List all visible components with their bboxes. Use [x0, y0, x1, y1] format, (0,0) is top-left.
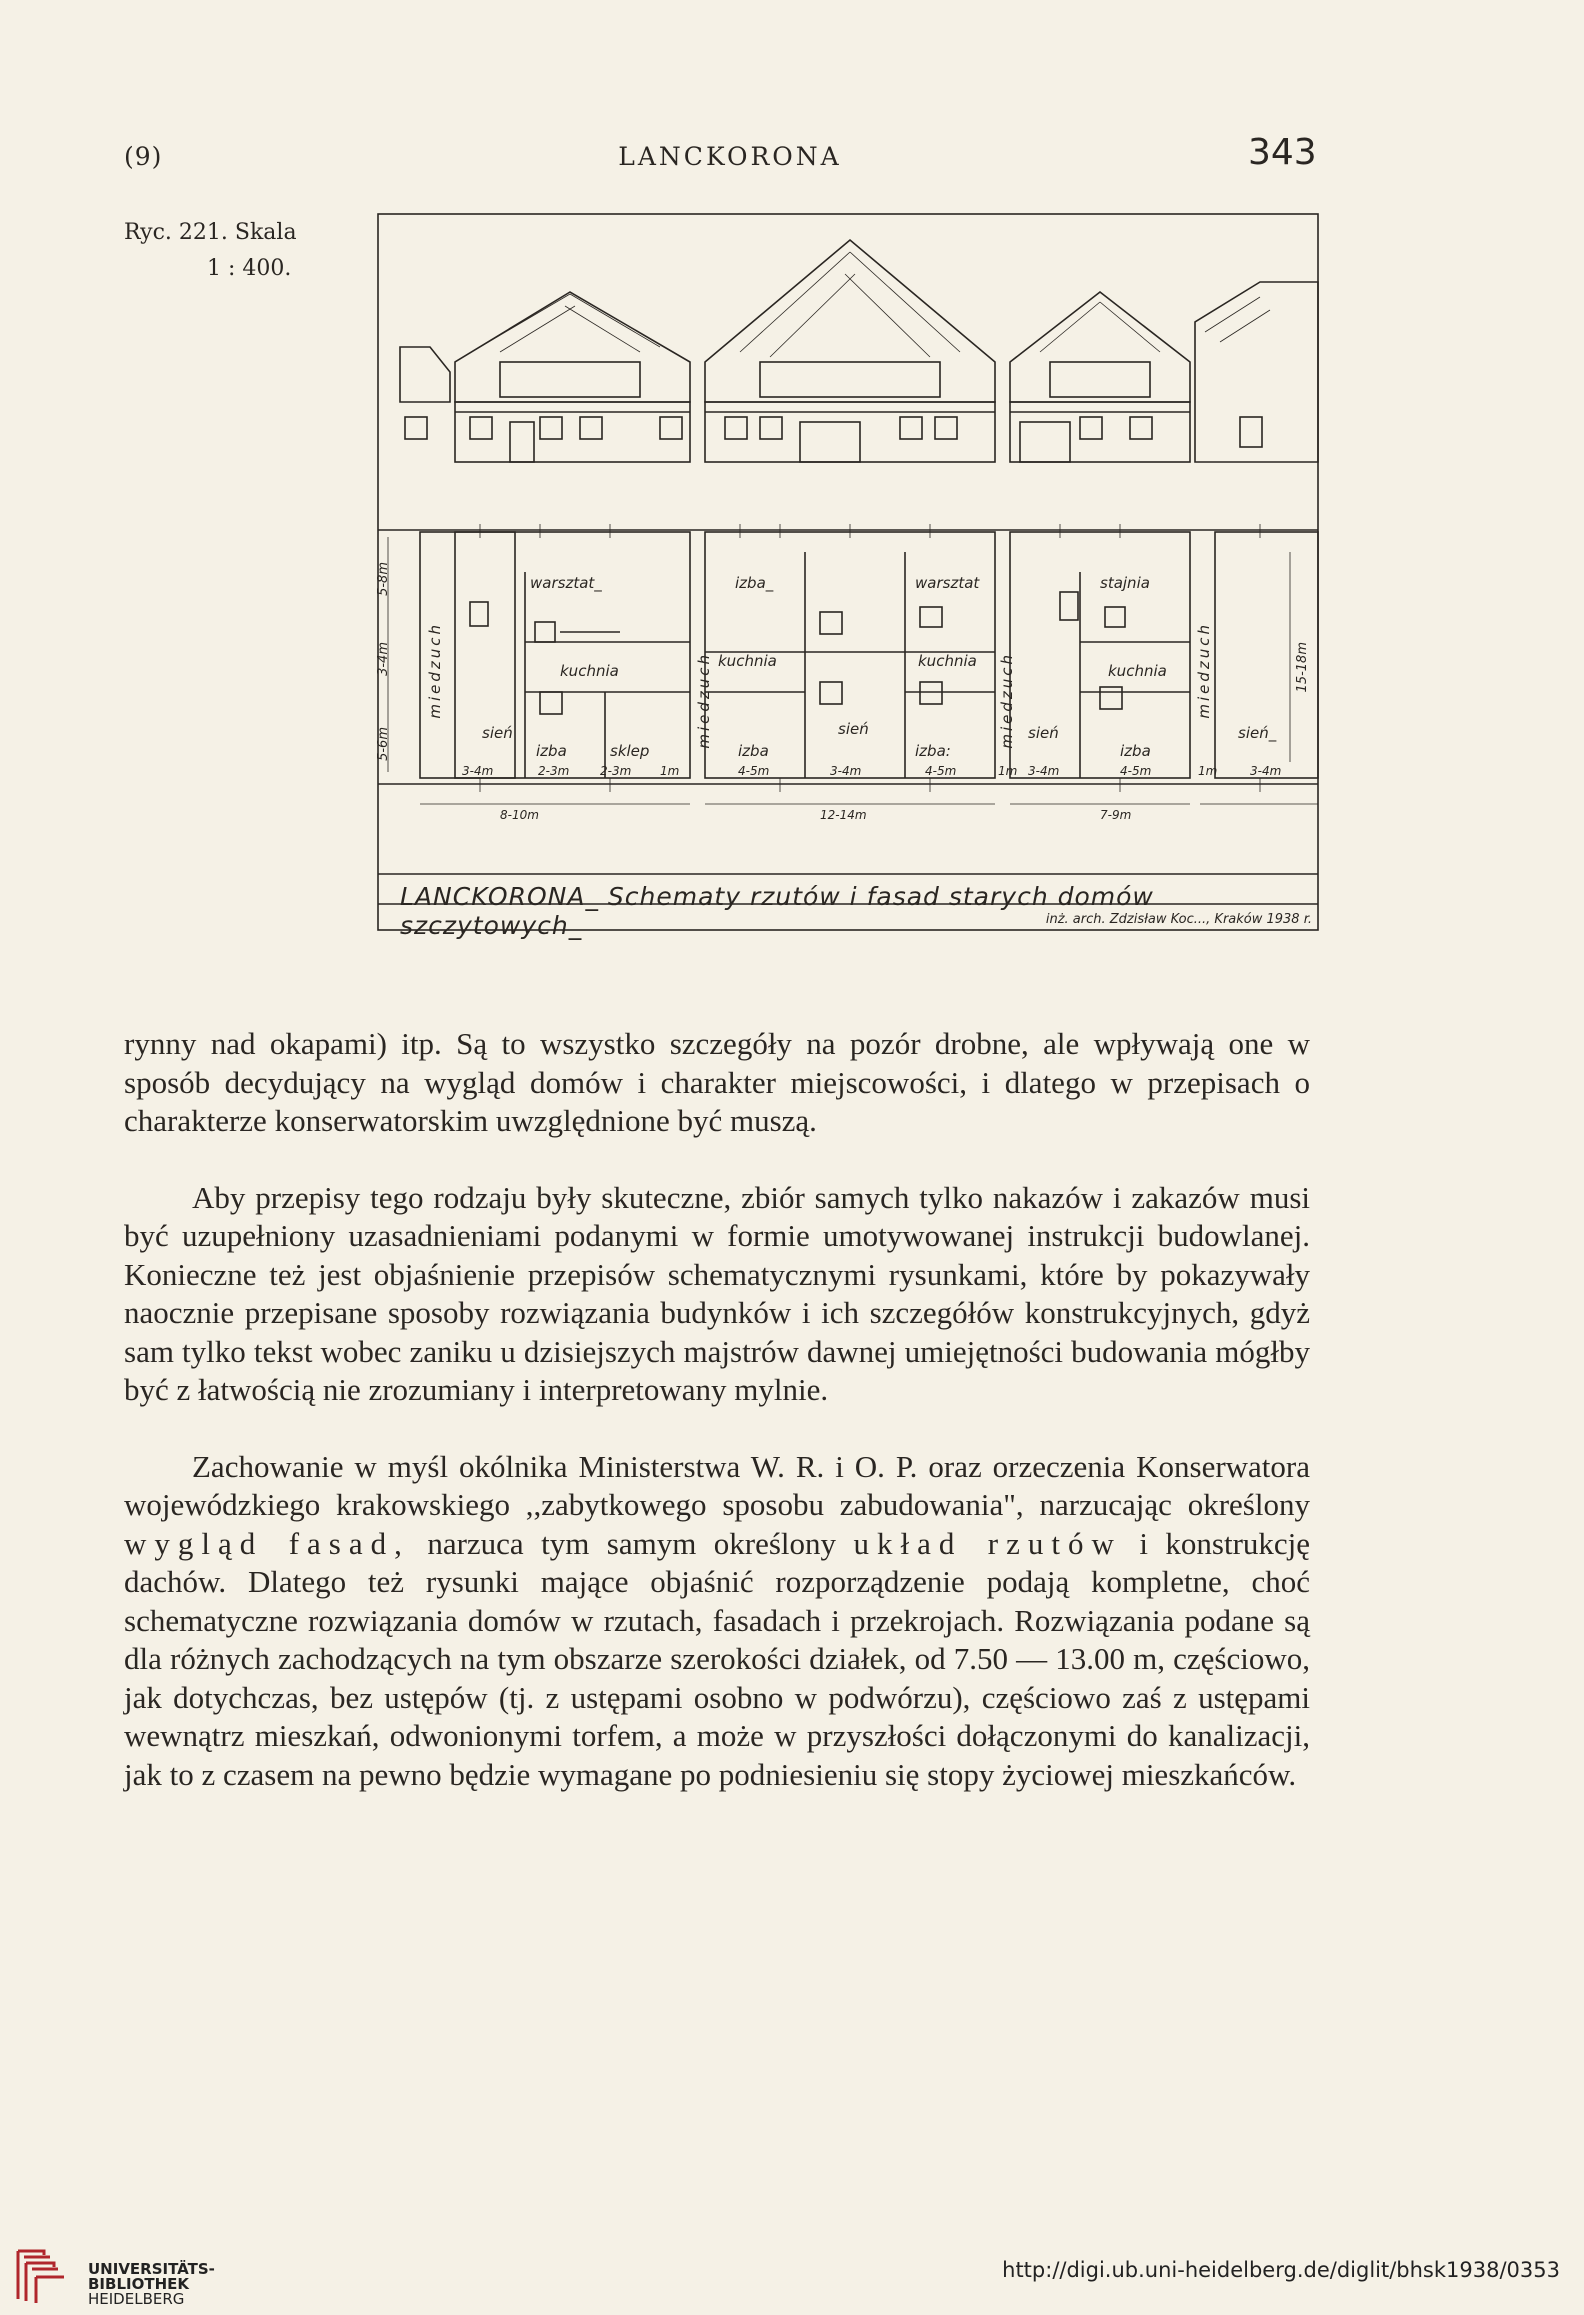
- architectural-figure: [360, 212, 1320, 940]
- room-sklep: sklep: [610, 742, 650, 760]
- source-url-link[interactable]: http://digi.ub.uni-heidelberg.de/diglit/bhsk1938/0353: [1002, 2258, 1560, 2282]
- dim-1m-3: 1m: [1198, 764, 1218, 778]
- room-sien-2: sień: [838, 720, 869, 738]
- room-sien-4: sień_: [1238, 724, 1277, 742]
- dim-width-7-9m: 7-9m: [1100, 808, 1132, 822]
- dim-4-5m-2: 4-5m: [925, 764, 957, 778]
- dim-3-4m-2: 3-4m: [830, 764, 862, 778]
- page-number: 343: [1248, 132, 1317, 173]
- dim-3-4m-3: 3-4m: [1028, 764, 1060, 778]
- floor-plans: [378, 524, 1318, 804]
- running-title: LANCKORONA: [618, 142, 842, 171]
- dim-v-5-6m: 5-6m: [376, 727, 391, 761]
- paragraph-3-spaced-facades: wygląd fasad,: [124, 1525, 410, 1561]
- figure-drawing: [360, 212, 1320, 934]
- figure-caption: [124, 215, 354, 287]
- dim-v-5-8m: 5-8m: [376, 562, 391, 596]
- library-name-line-3: HEIDELBERG: [88, 2290, 185, 2308]
- room-izba-1: izba: [536, 742, 567, 760]
- dim-width-12-14m: 12-14m: [820, 808, 867, 822]
- paragraph-3-part-a: Zachowanie w myśl okólnika Ministerstwa W. R. i O. P. oraz orzeczenia Konserwatora wojewódzkiego krakowskiego ,,zabytkowego sposobu zabudowania", narzucając określony: [124, 1448, 1310, 1522]
- room-warsztat-1: warsztat_: [530, 574, 602, 592]
- side-label-miedzuch-1: miedzuch: [426, 622, 444, 719]
- library-logo-icon: [14, 2245, 72, 2305]
- room-izba-4: izba: [1120, 742, 1151, 760]
- room-izba-top: izba_: [735, 574, 774, 592]
- dim-4-5m-3: 4-5m: [1120, 764, 1152, 778]
- room-sien-1: sień: [482, 724, 513, 742]
- room-kuchnia-1: kuchnia: [560, 662, 619, 680]
- dim-4-5m-1: 4-5m: [738, 764, 770, 778]
- dim-2-3m-1: 2-3m: [538, 764, 570, 778]
- figure-credit: inż. arch. Zdzisław Koc..., Kraków 1938 r.: [1045, 912, 1312, 927]
- dim-2-3m-2: 2-3m: [600, 764, 632, 778]
- room-izba-3: izba:: [915, 742, 951, 760]
- paragraph-3-spaced-plans: układ rzutów: [853, 1525, 1122, 1561]
- library-name: [88, 2262, 215, 2307]
- room-kuchnia-2: kuchnia: [718, 652, 777, 670]
- room-izba-2: izba: [738, 742, 769, 760]
- dim-3-4m-4: 3-4m: [1250, 764, 1282, 778]
- room-warsztat-2: warsztat: [915, 574, 980, 592]
- dim-v-15-18m: 15-18m: [1295, 642, 1310, 693]
- dim-1m-2: 1m: [998, 764, 1018, 778]
- library-name-line-1: UNIVERSITÄTS-: [88, 2260, 215, 2278]
- paragraph-1: rynny nad okapami) itp. Są to wszystko szczegóły na pozór drobne, ale wpływają one w sposób decydujący na wygląd domów i charakter miejscowości, i dlatego w przepisach o charakterze konserwatorskim uwzględnione być muszą.: [124, 1026, 1310, 1138]
- dim-v-3-4m: 3-4m: [376, 642, 391, 676]
- page-header: [0, 132, 1584, 182]
- paragraph-2: Aby przepisy tego rodzaju były skuteczne, zbiór samych tylko nakazów i zakazów musi być uzupełniony uzasadnieniami podanymi w formie umotywowanej instrukcji budowlanej. Konieczne też jest objaśnienie przepisów schematycznymi rysunkami, które by pokazywały naocznie przepisane sposoby rozwiązania budynków i ich szczegółów konstrukcyjnych, gdyż sam tylko tekst wobec zaniku u dzisiejszych majstrów dawnej umiejętności budowania mógłby być z łatwością nie zrozumiany i interpretowany mylnie.: [124, 1179, 1310, 1407]
- caption-line-1: Ryc. 221. Skala: [124, 220, 297, 245]
- folio-number: (9): [124, 142, 163, 171]
- room-kuchnia-4: kuchnia: [1108, 662, 1167, 680]
- figure-frame: [378, 214, 1318, 930]
- paragraph-3: [124, 1448, 1310, 1795]
- dim-1m-1: 1m: [660, 764, 680, 778]
- dim-3-4m-1: 3-4m: [462, 764, 494, 778]
- paragraph-3-part-e: i konstrukcję dachów. Dlatego też rysunki mające objaśnić rozporządzenie podają kompletne, choć schematyczne rozwiązania domów w rzutach, fasadach i przekrojach. Rozwiązania podane są dla różnych zachodzących na tym obszarze szerokości działek, od 7.50 — 13.00 m, częściowo, jak dotychczas, bez ustępów (tj. z ustępami osobno w podwórzu), częściowo zaś z ustępami wewnątrz mieszkań, odwonionymi torfem, a może w przyszłości dołączonymi do kanalizacji, jak to z czasem na pewno będzie wymagane po podniesieniu się stopy życiowej mieszkańców.: [124, 1525, 1311, 1792]
- body-text: [124, 1025, 1310, 1794]
- room-stajnia: stajnia: [1100, 574, 1150, 592]
- figure-title: LANCKORONA_ Schematy rzutów i fasad starych domów szczytowych_: [400, 882, 1154, 940]
- facades: [400, 240, 1318, 462]
- library-name-line-2: BIBLIOTHEK: [88, 2275, 189, 2293]
- side-label-miedzuch-2: miedzuch: [695, 652, 713, 749]
- side-label-miedzuch-3: miedzuch: [998, 652, 1016, 749]
- paragraph-3-part-c: narzuca tym samym określony: [427, 1525, 837, 1561]
- caption-line-2: 1 : 400.: [207, 256, 292, 281]
- room-kuchnia-3: kuchnia: [918, 652, 977, 670]
- room-sien-3: sień: [1028, 724, 1059, 742]
- dim-width-8-10m: 8-10m: [500, 808, 539, 822]
- side-label-miedzuch-4: miedzuch: [1195, 622, 1213, 719]
